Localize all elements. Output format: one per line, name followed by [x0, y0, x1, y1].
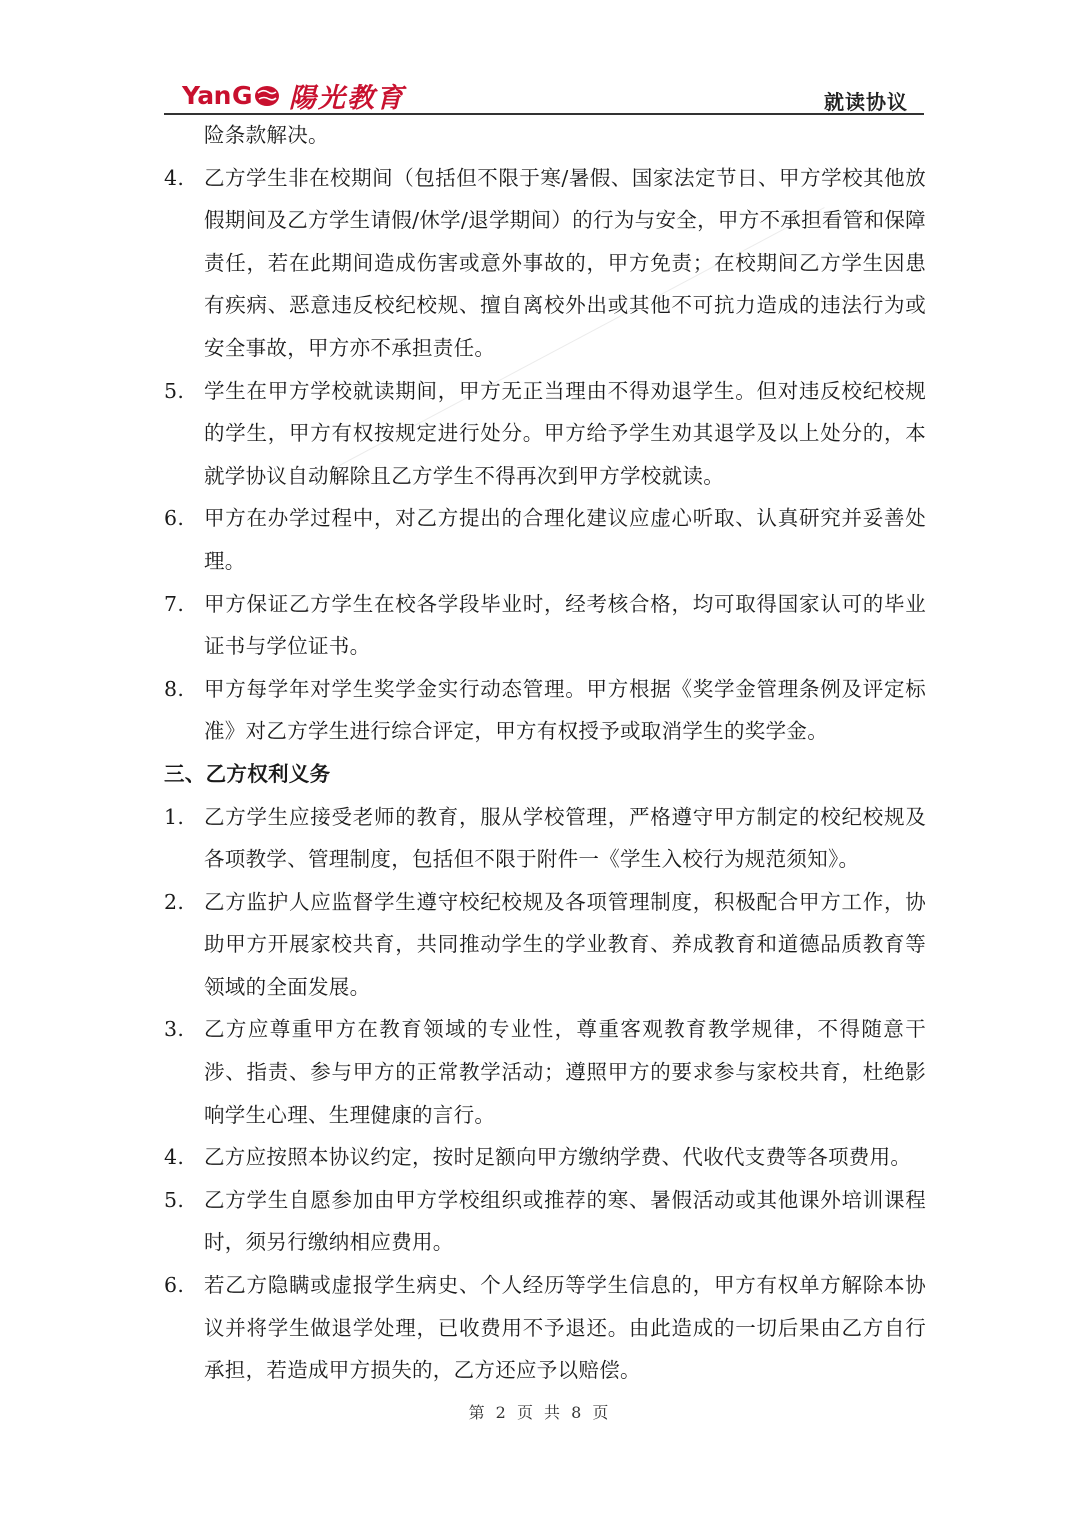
item-text: 学生在甲方学校就读期间，甲方无正当理由不得劝退学生。但对违反校纪校规的学生，甲方有权按规定进行处分。甲方给予学生劝其退学及以上处分的，本就学协议自动解除且乙方学生不得再次到甲方学校就读。: [204, 378, 926, 488]
item-number: 2.: [164, 889, 185, 914]
list-item: [164, 796, 926, 881]
item-number: 4.: [164, 1145, 185, 1170]
item-number: 3.: [164, 1017, 185, 1042]
globe-icon: [253, 84, 281, 108]
list-item: [164, 157, 926, 370]
list-item: [164, 881, 926, 1009]
item-number: 6.: [164, 506, 185, 531]
list-item: [164, 1008, 926, 1136]
item-number: 1.: [164, 804, 185, 829]
item-number: 5.: [164, 378, 185, 403]
item-text: 甲方保证乙方学生在校各学段毕业时，经考核合格，均可取得国家认可的毕业证书与学位证书。: [204, 591, 926, 659]
continued-paragraph: 险条款解决。: [204, 123, 329, 147]
list-item: [164, 1264, 926, 1392]
page-number: 第 2 页 共 8 页: [468, 1403, 612, 1422]
item-number: 6.: [164, 1273, 185, 1298]
item-text: 乙方应按照本协议约定，按时足额向甲方缴纳学费、代收代支费等各项费用。: [204, 1145, 912, 1170]
item-number: 4.: [164, 165, 185, 190]
document-body: [164, 114, 926, 1392]
yango-logo: [182, 76, 405, 115]
item-text: 乙方学生非在校期间（包括但不限于寒/暑假、国家法定节日、甲方学校其他放假期间及乙方学生请假/休学/退学期间）的行为与安全，甲方不承担看管和保障责任，若在此期间造成伤害或意外事故的，甲方免责；在校期间乙方学生因患有疾病、恶意违反校纪校规、擅自离校外出或其他不可抗力造成的违法行为或安全事故，甲方亦不承担责任。: [204, 165, 926, 360]
list-item: [164, 497, 926, 582]
logo-latin: Yan G: [182, 81, 281, 110]
list-item: [164, 370, 926, 498]
page-header: [164, 70, 924, 116]
section-heading: 三、乙方权利义务: [164, 761, 331, 786]
item-text: 甲方在办学过程中，对乙方提出的合理化建议应虚心听取、认真研究并妥善处理。: [204, 506, 926, 573]
item-number: 5.: [164, 1187, 185, 1212]
document-title: 就读协议: [824, 90, 908, 114]
list-item: [164, 1136, 926, 1179]
list-item: [164, 583, 926, 668]
item-text: 甲方每学年对学生奖学金实行动态管理。甲方根据《奖学金管理条例及评定标准》对乙方学生进行综合评定，甲方有权授予或取消学生的奖学金。: [204, 676, 926, 744]
item-text: 乙方应尊重甲方在教育领域的专业性，尊重客观教育教学规律，不得随意干涉、指责、参与甲方的正常教学活动；遵照甲方的要求参与家校共育，杜绝影响学生心理、生理健康的言行。: [204, 1017, 926, 1127]
item-number: 8.: [164, 676, 185, 701]
list-item: [164, 1179, 926, 1264]
item-text: 乙方监护人应监督学生遵守校纪校规及各项管理制度，积极配合甲方工作，协助甲方开展家校共育，共同推动学生的学业教育、养成教育和道德品质教育等领域的全面发展。: [204, 889, 926, 999]
item-text: 乙方学生应接受老师的教育，服从学校管理，严格遵守甲方制定的校纪校规及各项教学、管理制度，包括但不限于附件一《学生入校行为规范须知》。: [204, 804, 926, 872]
item-text: 乙方学生自愿参加由甲方学校组织或推荐的寒、暑假活动或其他课外培训课程时，须另行缴纳相应费用。: [204, 1187, 926, 1255]
list-item: [164, 668, 926, 753]
item-number: 7.: [164, 591, 185, 616]
logo-chinese: 陽光教育: [289, 83, 406, 114]
item-text: 若乙方隐瞒或虚报学生病史、个人经历等学生信息的，甲方有权单方解除本协议并将学生做退学处理，已收费用不予退还。由此造成的一切后果由乙方自行承担，若造成甲方损失的，乙方还应予以赔偿。: [204, 1273, 926, 1383]
